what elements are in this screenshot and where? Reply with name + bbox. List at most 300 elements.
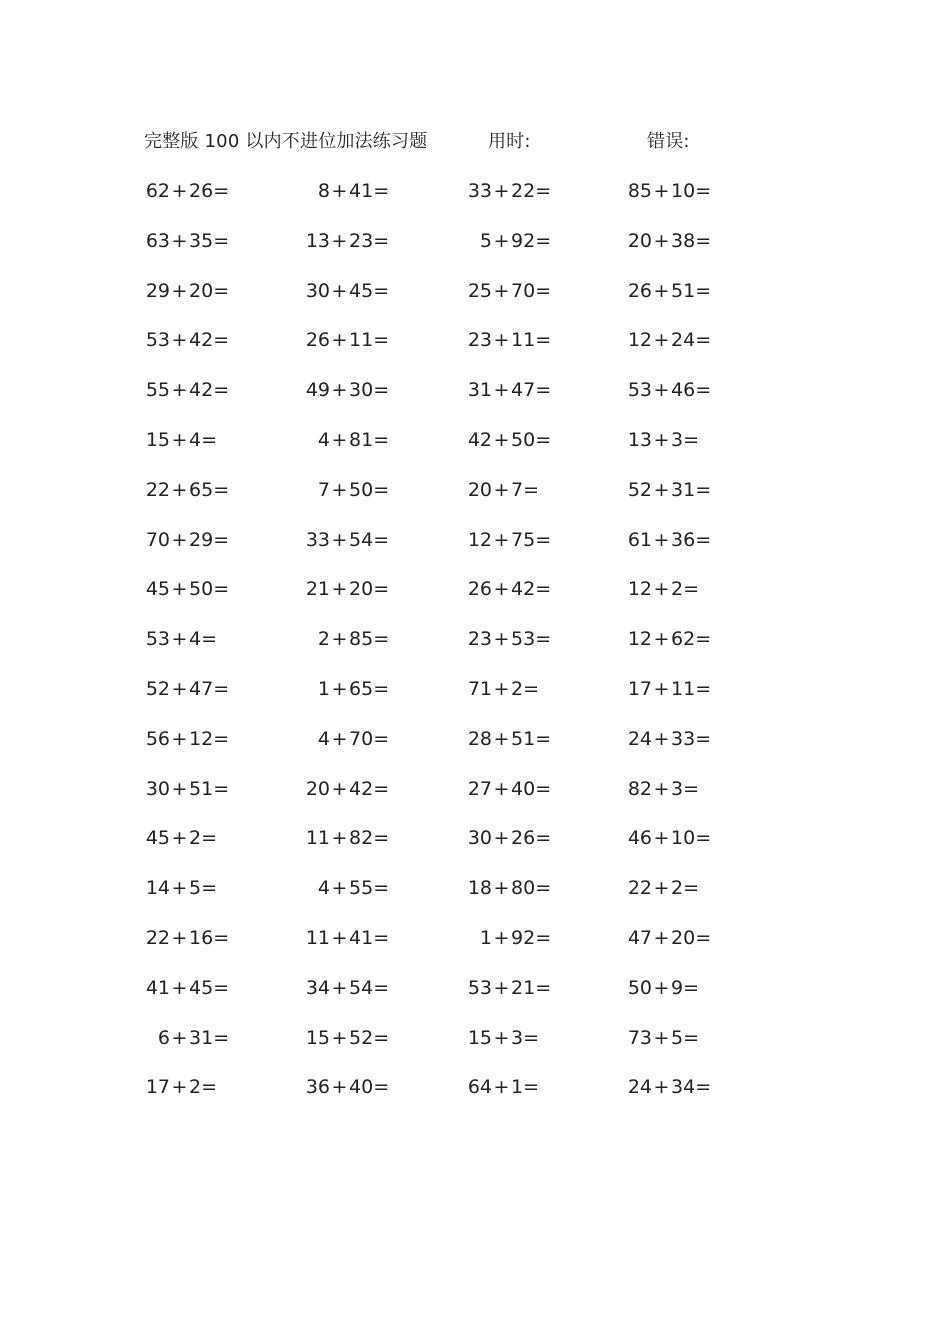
- addend-second: 2: [671, 578, 684, 600]
- addend-second: 29: [189, 529, 214, 551]
- equals-sign: =: [695, 529, 712, 551]
- addition-problem: [140, 823, 250, 853]
- addition-problem: [462, 325, 572, 355]
- addition-problem: [622, 873, 732, 903]
- addend-second: 9: [671, 977, 684, 999]
- addend-second: 41: [349, 927, 374, 949]
- addend-second: 11: [349, 329, 374, 351]
- addend-first: 14: [145, 877, 170, 899]
- addend-second: 22: [511, 180, 536, 202]
- addend-second: 80: [511, 877, 536, 899]
- addition-problem: [462, 923, 572, 953]
- addend-second: 52: [349, 1027, 374, 1049]
- addition-problem: [462, 525, 572, 555]
- addend-first: 45: [145, 827, 170, 849]
- equals-sign: =: [373, 927, 390, 949]
- addition-problem: [622, 276, 732, 306]
- problem-row: [0, 325, 950, 355]
- addend-first: 41: [145, 977, 170, 999]
- equals-sign: =: [213, 728, 230, 750]
- equals-sign: =: [535, 280, 552, 302]
- addend-second: 41: [349, 180, 374, 202]
- equals-sign: =: [213, 230, 230, 252]
- equals-sign: =: [213, 578, 230, 600]
- addend-second: 26: [189, 180, 214, 202]
- plus-sign: +: [493, 877, 510, 899]
- addend-first: 27: [467, 778, 492, 800]
- addend-second: 12: [189, 728, 214, 750]
- equals-sign: =: [373, 678, 390, 700]
- plus-sign: +: [493, 678, 510, 700]
- plus-sign: +: [331, 728, 348, 750]
- addend-first: 53: [145, 329, 170, 351]
- plus-sign: +: [331, 230, 348, 252]
- addend-first: 52: [145, 678, 170, 700]
- plus-sign: +: [653, 877, 670, 899]
- addend-second: 81: [349, 429, 374, 451]
- addend-second: 47: [189, 678, 214, 700]
- addition-problem: [622, 375, 732, 405]
- addend-first: 42: [467, 429, 492, 451]
- error-label: 错误:: [647, 131, 690, 152]
- addition-problem: [622, 325, 732, 355]
- problem-row: [0, 823, 950, 853]
- plus-sign: +: [653, 280, 670, 302]
- plus-sign: +: [331, 429, 348, 451]
- addend-second: 23: [349, 230, 374, 252]
- addition-problem: [300, 425, 410, 455]
- plus-sign: +: [653, 529, 670, 551]
- plus-sign: +: [653, 578, 670, 600]
- problem-row: [0, 574, 950, 604]
- addend-first: 24: [627, 728, 652, 750]
- addend-first: 7: [317, 479, 330, 501]
- equals-sign: =: [695, 280, 712, 302]
- equals-sign: =: [535, 628, 552, 650]
- addend-second: 20: [349, 578, 374, 600]
- plus-sign: +: [331, 827, 348, 849]
- addend-first: 4: [317, 728, 330, 750]
- addition-problem: [462, 674, 572, 704]
- addend-first: 23: [467, 329, 492, 351]
- addend-second: 42: [349, 778, 374, 800]
- equals-sign: =: [695, 628, 712, 650]
- addition-problem: [300, 624, 410, 654]
- plus-sign: +: [493, 728, 510, 750]
- plus-sign: +: [171, 529, 188, 551]
- equals-sign: =: [523, 678, 540, 700]
- equals-sign: =: [535, 728, 552, 750]
- addition-problem: [462, 973, 572, 1003]
- plus-sign: +: [493, 379, 510, 401]
- equals-sign: =: [535, 827, 552, 849]
- plus-sign: +: [171, 1076, 188, 1098]
- addend-second: 2: [511, 678, 524, 700]
- addend-second: 55: [349, 877, 374, 899]
- problem-row: [0, 1023, 950, 1053]
- addend-first: 47: [627, 927, 652, 949]
- addend-first: 11: [305, 927, 330, 949]
- addend-first: 15: [467, 1027, 492, 1049]
- addition-problem: [300, 774, 410, 804]
- equals-sign: =: [201, 827, 218, 849]
- addend-first: 61: [627, 529, 652, 551]
- addition-problem: [140, 774, 250, 804]
- plus-sign: +: [653, 379, 670, 401]
- addend-second: 3: [671, 778, 684, 800]
- plus-sign: +: [493, 778, 510, 800]
- addition-problem: [462, 176, 572, 206]
- addition-problem: [140, 276, 250, 306]
- plus-sign: +: [493, 827, 510, 849]
- addition-problem: [140, 176, 250, 206]
- equals-sign: =: [695, 1076, 712, 1098]
- addend-second: 70: [511, 280, 536, 302]
- plus-sign: +: [493, 529, 510, 551]
- equals-sign: =: [695, 230, 712, 252]
- equals-sign: =: [695, 927, 712, 949]
- addition-problem: [462, 774, 572, 804]
- addend-first: 82: [627, 778, 652, 800]
- plus-sign: +: [653, 429, 670, 451]
- addition-problem: [622, 624, 732, 654]
- addend-first: 12: [627, 628, 652, 650]
- problem-row: [0, 724, 950, 754]
- addition-problem: [462, 574, 572, 604]
- addition-problem: [622, 774, 732, 804]
- addend-first: 36: [305, 1076, 330, 1098]
- equals-sign: =: [213, 329, 230, 351]
- equals-sign: =: [683, 977, 700, 999]
- addition-problem: [462, 226, 572, 256]
- addition-problem: [300, 226, 410, 256]
- plus-sign: +: [653, 628, 670, 650]
- addition-problem: [300, 1023, 410, 1053]
- addition-problem: [300, 973, 410, 1003]
- worksheet-header: [0, 127, 950, 157]
- plus-sign: +: [653, 1027, 670, 1049]
- addend-second: 42: [189, 379, 214, 401]
- addend-second: 10: [671, 180, 696, 202]
- addend-second: 4: [189, 628, 202, 650]
- addend-second: 54: [349, 977, 374, 999]
- addend-second: 50: [189, 578, 214, 600]
- addend-second: 51: [671, 280, 696, 302]
- equals-sign: =: [535, 379, 552, 401]
- addend-first: 53: [467, 977, 492, 999]
- addition-problem: [300, 823, 410, 853]
- addend-second: 70: [349, 728, 374, 750]
- addend-first: 55: [145, 379, 170, 401]
- addition-problem: [140, 525, 250, 555]
- equals-sign: =: [535, 927, 552, 949]
- addend-second: 42: [511, 578, 536, 600]
- plus-sign: +: [171, 280, 188, 302]
- problem-row: [0, 923, 950, 953]
- addition-problem: [140, 1023, 250, 1053]
- problem-row: [0, 674, 950, 704]
- plus-sign: +: [653, 977, 670, 999]
- addition-problem: [462, 873, 572, 903]
- addend-second: 24: [671, 329, 696, 351]
- addition-problem: [300, 475, 410, 505]
- addend-first: 22: [627, 877, 652, 899]
- addition-problem: [140, 724, 250, 754]
- addend-second: 10: [671, 827, 696, 849]
- equals-sign: =: [213, 529, 230, 551]
- equals-sign: =: [201, 877, 218, 899]
- addend-second: 65: [349, 678, 374, 700]
- addend-second: 40: [511, 778, 536, 800]
- addend-second: 75: [511, 529, 536, 551]
- addition-problem: [300, 375, 410, 405]
- plus-sign: +: [171, 379, 188, 401]
- plus-sign: +: [653, 180, 670, 202]
- addition-problem: [300, 1072, 410, 1102]
- plus-sign: +: [493, 230, 510, 252]
- addend-first: 73: [627, 1027, 652, 1049]
- plus-sign: +: [653, 329, 670, 351]
- plus-sign: +: [171, 628, 188, 650]
- plus-sign: +: [653, 728, 670, 750]
- addend-first: 1: [479, 927, 492, 949]
- equals-sign: =: [373, 1076, 390, 1098]
- addition-problem: [140, 923, 250, 953]
- addend-first: 45: [145, 578, 170, 600]
- addend-first: 11: [305, 827, 330, 849]
- equals-sign: =: [373, 180, 390, 202]
- addition-problem: [462, 425, 572, 455]
- equals-sign: =: [373, 728, 390, 750]
- equals-sign: =: [535, 977, 552, 999]
- addition-problem: [462, 375, 572, 405]
- problem-row: [0, 973, 950, 1003]
- plus-sign: +: [171, 180, 188, 202]
- equals-sign: =: [373, 280, 390, 302]
- addend-second: 30: [349, 379, 374, 401]
- addend-first: 20: [627, 230, 652, 252]
- addend-first: 30: [467, 827, 492, 849]
- addend-second: 54: [349, 529, 374, 551]
- addend-first: 17: [627, 678, 652, 700]
- plus-sign: +: [493, 578, 510, 600]
- equals-sign: =: [373, 977, 390, 999]
- plus-sign: +: [331, 678, 348, 700]
- addition-problem: [140, 226, 250, 256]
- addend-first: 4: [317, 429, 330, 451]
- equals-sign: =: [523, 1027, 540, 1049]
- addend-first: 71: [467, 678, 492, 700]
- addend-second: 92: [511, 927, 536, 949]
- plus-sign: +: [331, 877, 348, 899]
- problem-row: [0, 176, 950, 206]
- equals-sign: =: [213, 479, 230, 501]
- addend-second: 35: [189, 230, 214, 252]
- equals-sign: =: [213, 180, 230, 202]
- addend-first: 85: [627, 180, 652, 202]
- problem-row: [0, 525, 950, 555]
- plus-sign: +: [493, 429, 510, 451]
- equals-sign: =: [213, 927, 230, 949]
- equals-sign: =: [535, 429, 552, 451]
- plus-sign: +: [653, 230, 670, 252]
- addition-problem: [140, 325, 250, 355]
- problem-row: [0, 475, 950, 505]
- addend-second: 4: [189, 429, 202, 451]
- plus-sign: +: [171, 1027, 188, 1049]
- plus-sign: +: [171, 728, 188, 750]
- plus-sign: +: [493, 280, 510, 302]
- plus-sign: +: [171, 678, 188, 700]
- addition-problem: [622, 574, 732, 604]
- addend-second: 20: [671, 927, 696, 949]
- equals-sign: =: [535, 578, 552, 600]
- addend-second: 31: [189, 1027, 214, 1049]
- equals-sign: =: [695, 479, 712, 501]
- problem-row: [0, 1072, 950, 1102]
- addend-second: 40: [349, 1076, 374, 1098]
- plus-sign: +: [493, 927, 510, 949]
- addition-problem: [140, 375, 250, 405]
- equals-sign: =: [683, 1027, 700, 1049]
- equals-sign: =: [683, 429, 700, 451]
- plus-sign: +: [653, 927, 670, 949]
- equals-sign: =: [535, 329, 552, 351]
- addend-first: 12: [627, 329, 652, 351]
- addend-first: 18: [467, 877, 492, 899]
- addend-first: 15: [305, 1027, 330, 1049]
- addend-first: 24: [627, 1076, 652, 1098]
- addend-second: 3: [671, 429, 684, 451]
- addend-second: 42: [189, 329, 214, 351]
- equals-sign: =: [373, 628, 390, 650]
- equals-sign: =: [523, 1076, 540, 1098]
- plus-sign: +: [331, 479, 348, 501]
- addition-problem: [462, 475, 572, 505]
- addend-second: 85: [349, 628, 374, 650]
- addend-second: 82: [349, 827, 374, 849]
- plus-sign: +: [171, 230, 188, 252]
- addend-first: 52: [627, 479, 652, 501]
- addend-first: 50: [627, 977, 652, 999]
- equals-sign: =: [373, 429, 390, 451]
- addition-problem: [622, 525, 732, 555]
- plus-sign: +: [171, 827, 188, 849]
- plus-sign: +: [493, 977, 510, 999]
- addition-problem: [622, 176, 732, 206]
- equals-sign: =: [373, 578, 390, 600]
- addend-first: 49: [305, 379, 330, 401]
- problem-row: [0, 624, 950, 654]
- addition-problem: [462, 724, 572, 754]
- plus-sign: +: [171, 977, 188, 999]
- addition-problem: [140, 624, 250, 654]
- problem-row: [0, 226, 950, 256]
- addition-problem: [300, 873, 410, 903]
- addend-first: 30: [145, 778, 170, 800]
- addition-problem: [462, 624, 572, 654]
- addend-second: 50: [511, 429, 536, 451]
- addend-second: 11: [511, 329, 536, 351]
- problem-row: [0, 774, 950, 804]
- equals-sign: =: [695, 329, 712, 351]
- plus-sign: +: [493, 628, 510, 650]
- addend-first: 34: [305, 977, 330, 999]
- addend-first: 33: [305, 529, 330, 551]
- addend-second: 21: [511, 977, 536, 999]
- plus-sign: +: [331, 927, 348, 949]
- addend-second: 50: [349, 479, 374, 501]
- addition-problem: [462, 276, 572, 306]
- addend-first: 29: [145, 280, 170, 302]
- addend-first: 30: [305, 280, 330, 302]
- plus-sign: +: [331, 1027, 348, 1049]
- plus-sign: +: [493, 1027, 510, 1049]
- addend-second: 2: [189, 1076, 202, 1098]
- plus-sign: +: [171, 429, 188, 451]
- equals-sign: =: [523, 479, 540, 501]
- addend-second: 20: [189, 280, 214, 302]
- addend-second: 65: [189, 479, 214, 501]
- equals-sign: =: [373, 827, 390, 849]
- addition-problem: [300, 574, 410, 604]
- plus-sign: +: [171, 329, 188, 351]
- equals-sign: =: [213, 280, 230, 302]
- equals-sign: =: [695, 180, 712, 202]
- addend-first: 20: [305, 778, 330, 800]
- equals-sign: =: [201, 429, 218, 451]
- equals-sign: =: [213, 379, 230, 401]
- equals-sign: =: [695, 678, 712, 700]
- equals-sign: =: [213, 678, 230, 700]
- equals-sign: =: [373, 778, 390, 800]
- addend-second: 36: [671, 529, 696, 551]
- addend-second: 38: [671, 230, 696, 252]
- plus-sign: +: [331, 280, 348, 302]
- equals-sign: =: [535, 778, 552, 800]
- plus-sign: +: [331, 628, 348, 650]
- addend-second: 51: [189, 778, 214, 800]
- equals-sign: =: [695, 728, 712, 750]
- plus-sign: +: [331, 977, 348, 999]
- addend-second: 5: [671, 1027, 684, 1049]
- addend-first: 22: [145, 479, 170, 501]
- plus-sign: +: [493, 479, 510, 501]
- addition-problem: [622, 973, 732, 1003]
- addend-first: 1: [317, 678, 330, 700]
- addition-problem: [622, 823, 732, 853]
- addend-first: 64: [467, 1076, 492, 1098]
- plus-sign: +: [493, 180, 510, 202]
- addend-second: 45: [349, 280, 374, 302]
- plus-sign: +: [653, 778, 670, 800]
- addition-problem: [622, 226, 732, 256]
- addend-first: 15: [145, 429, 170, 451]
- equals-sign: =: [373, 230, 390, 252]
- addend-first: 13: [627, 429, 652, 451]
- addend-first: 20: [467, 479, 492, 501]
- addend-second: 47: [511, 379, 536, 401]
- equals-sign: =: [373, 379, 390, 401]
- time-label: 用时:: [488, 131, 531, 152]
- addend-first: 12: [627, 578, 652, 600]
- addend-first: 62: [145, 180, 170, 202]
- plus-sign: +: [493, 329, 510, 351]
- addition-problem: [300, 724, 410, 754]
- addend-first: 17: [145, 1076, 170, 1098]
- plus-sign: +: [653, 1076, 670, 1098]
- addend-second: 2: [189, 827, 202, 849]
